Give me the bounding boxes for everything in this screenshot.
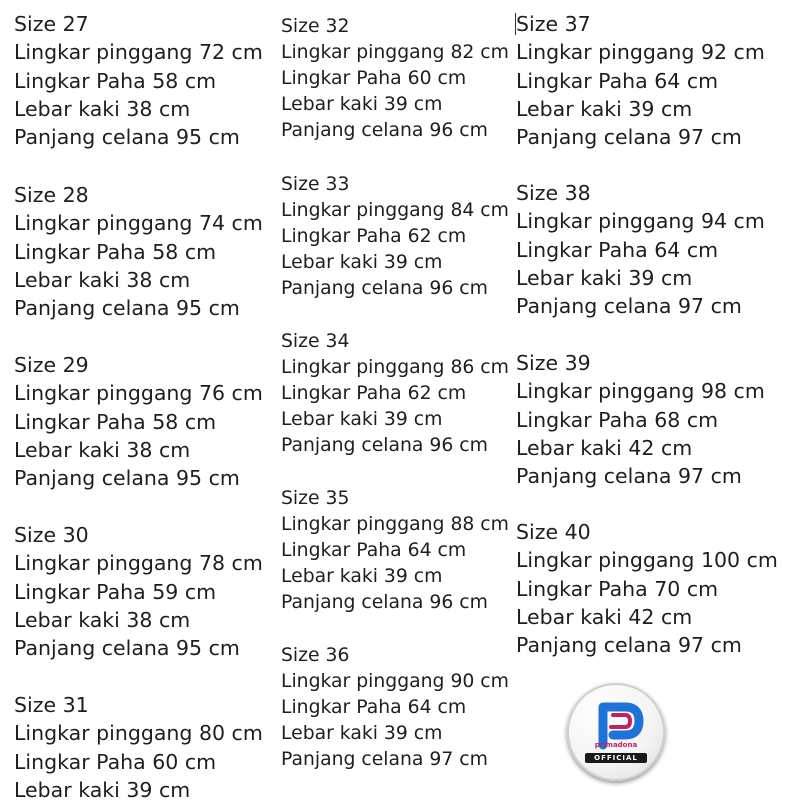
thigh-measure: Lingkar Paha 60 cm: [281, 68, 467, 90]
size-block-27: [14, 10, 263, 151]
leg-width-measure: Lebar kaki 38 cm: [14, 437, 191, 462]
waist-measure: Lingkar pinggang 74 cm: [14, 211, 263, 236]
primadona-logo: [567, 683, 665, 781]
waist-measure: Lingkar pinggang 90 cm: [281, 671, 509, 693]
length-measure: Panjang celana 97 cm: [516, 633, 742, 658]
leg-width-measure: Lebar kaki 39 cm: [281, 723, 443, 745]
size-label: Size 32: [281, 16, 350, 37]
leg-width-measure: Lebar kaki 39 cm: [516, 265, 693, 290]
size-block-30: [14, 521, 263, 662]
thigh-measure: Lingkar Paha 60 cm: [14, 749, 217, 774]
waist-measure: Lingkar pinggang 76 cm: [14, 381, 263, 406]
size-label: Size 29: [14, 353, 89, 377]
size-label: Size 38: [516, 181, 591, 205]
size-label: Size 28: [14, 183, 89, 207]
length-measure: Panjang celana 97 cm: [516, 464, 742, 489]
leg-width-measure: Lebar kaki 39 cm: [281, 409, 443, 431]
thigh-measure: Lingkar Paha 70 cm: [516, 576, 719, 601]
leg-width-measure: Lebar kaki 38 cm: [14, 267, 191, 292]
thigh-measure: Lingkar Paha 64 cm: [516, 68, 719, 93]
length-measure: Panjang celana 97 cm: [281, 749, 488, 771]
logo-official-tag: OFFICIAL: [585, 753, 647, 763]
leg-width-measure: Lebar kaki 38 cm: [14, 607, 191, 632]
leg-width-measure: Lebar kaki 39 cm: [516, 96, 693, 121]
waist-measure: Lingkar pinggang 94 cm: [516, 209, 765, 234]
waist-measure: Lingkar pinggang 100 cm: [516, 548, 778, 573]
thigh-measure: Lingkar Paha 58 cm: [14, 68, 217, 93]
leg-width-measure: Lebar kaki 39 cm: [281, 94, 443, 116]
size-block-32: [281, 14, 509, 144]
length-measure: Panjang celana 95 cm: [14, 636, 240, 661]
length-measure: Panjang celana 97 cm: [516, 125, 742, 150]
size-block-38: [516, 179, 765, 320]
length-measure: Panjang celana 95 cm: [14, 466, 240, 491]
size-label: Size 40: [516, 520, 591, 544]
size-block-36: [281, 643, 509, 773]
size-label: Size 37: [516, 12, 591, 36]
length-measure: Panjang celana 96 cm: [281, 120, 488, 142]
size-block-34: [281, 329, 509, 459]
leg-width-measure: Lebar kaki 38 cm: [14, 96, 191, 121]
size-block-39: [516, 349, 765, 490]
size-label: Size 34: [281, 331, 350, 352]
waist-measure: Lingkar pinggang 78 cm: [14, 551, 263, 576]
length-measure: Panjang celana 95 cm: [14, 125, 240, 150]
length-measure: Panjang celana 97 cm: [516, 294, 742, 319]
waist-measure: Lingkar pinggang 88 cm: [281, 514, 509, 536]
thigh-measure: Lingkar Paha 68 cm: [516, 407, 719, 432]
size-label: Size 31: [14, 693, 89, 717]
length-measure: Panjang celana 96 cm: [281, 435, 488, 457]
size-label: Size 27: [14, 12, 89, 36]
size-block-40: [516, 518, 778, 659]
leg-width-measure: Lebar kaki 39 cm: [281, 566, 443, 588]
waist-measure: Lingkar pinggang 82 cm: [281, 42, 509, 64]
waist-measure: Lingkar pinggang 72 cm: [14, 40, 263, 65]
size-label: Size 33: [281, 174, 350, 195]
size-label: Size 39: [516, 351, 591, 375]
thigh-measure: Lingkar Paha 59 cm: [14, 579, 217, 604]
length-measure: Panjang celana 96 cm: [281, 592, 488, 614]
waist-measure: Lingkar pinggang 84 cm: [281, 200, 509, 222]
leg-width-measure: Lebar kaki 39 cm: [281, 252, 443, 274]
leg-width-measure: Lebar kaki 42 cm: [516, 435, 693, 460]
size-label: Size 35: [281, 488, 350, 509]
thigh-measure: Lingkar Paha 58 cm: [14, 409, 217, 434]
p-monogram-icon: [567, 683, 665, 781]
logo-brand-text: primadona: [594, 741, 638, 749]
size-label: Size 30: [14, 523, 89, 547]
size-block-31: [14, 691, 263, 800]
length-measure: Panjang celana 96 cm: [281, 278, 488, 300]
waist-measure: Lingkar pinggang 86 cm: [281, 357, 509, 379]
length-measure: Panjang celana 95 cm: [14, 296, 240, 321]
size-block-29: [14, 351, 263, 492]
size-block-35: [281, 486, 509, 616]
leg-width-measure: Lebar kaki 42 cm: [516, 604, 693, 629]
leg-width-measure: Lebar kaki 39 cm: [14, 777, 191, 800]
thigh-measure: Lingkar Paha 64 cm: [516, 237, 719, 262]
size-block-37: [516, 10, 765, 151]
waist-measure: Lingkar pinggang 80 cm: [14, 721, 263, 746]
thigh-measure: Lingkar Paha 64 cm: [281, 540, 467, 562]
thigh-measure: Lingkar Paha 58 cm: [14, 239, 217, 264]
thigh-measure: Lingkar Paha 62 cm: [281, 383, 467, 405]
size-block-28: [14, 181, 263, 322]
waist-measure: Lingkar pinggang 98 cm: [516, 379, 765, 404]
size-label: Size 36: [281, 645, 350, 666]
thigh-measure: Lingkar Paha 62 cm: [281, 226, 467, 248]
size-block-33: [281, 172, 509, 302]
waist-measure: Lingkar pinggang 92 cm: [516, 40, 765, 65]
thigh-measure: Lingkar Paha 64 cm: [281, 697, 467, 719]
